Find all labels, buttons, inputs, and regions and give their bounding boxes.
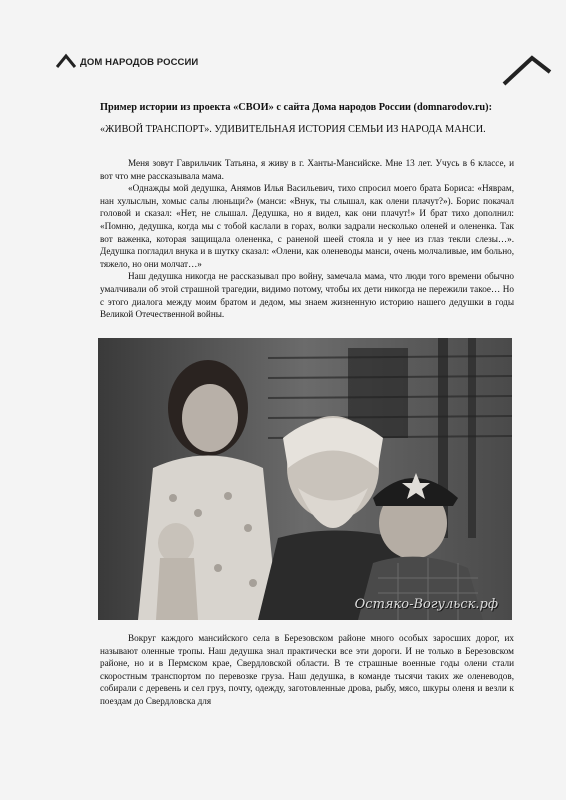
paragraph: Наш дедушка никогда не рассказывал про войну, замечала мама, что люди того времени обычно умалчивали об этой страшной трагедии, видимо потому, чтобы их дети никогда не пережили такое… Но с этого диалога между моим братом и дедом, мы знаем жизненную историю нашего дедушки в годы Великой Отечественной войны. [100,271,514,320]
story-title: «ЖИВОЙ ТРАНСПОРТ». УДИВИТЕЛЬНАЯ ИСТОРИЯ СЕМЬИ ИЗ НАРОДА МАНСИ. [100,124,486,135]
story-text-bottom [100,632,514,708]
logo-text: ДОМ НАРОДОВ РОССИИ [80,57,199,68]
paragraph: «Однажды мой дедушка, Анямов Илья Васильевич, тихо спросил моего брата Бориса: «Няврам, нан хулыслын, хомыс салы люньщи?» (манси: «Внук, ты слышал, как олени плачут?»). Борис покачал головой и сказал: «Нет, не слышал. Дедушка, но я видел, как они плачут!» И брат тихо дополнил: «Помню, дедушка, когда мы с тобой каслали в горах, волки задрали несколько оленей и олененка. Так вот важенка, которая защищала олененка, с раненой шеей стояла и у нее из глаз текли слезы…». Дедушка погладил внука и в шутку сказал: «Олени, как оленеводы манси, очень молчаливые, им больно, тяжело, но они молчат…» [100,183,514,269]
paragraph: Меня зовут Гаврильчик Татьяна, я живу в г. Ханты-Мансийске. Мне 13 лет. Учусь в 6 классе, и вот что мне рассказывала мама. [100,158,514,181]
logo [56,52,198,68]
house-roof-icon [56,52,76,68]
document-source-title: Пример истории из проекта «СВОИ» с сайта Дома народов России (domnarodov.ru): [100,102,493,113]
corner-arrow-icon [502,50,552,88]
photo-illustration [98,338,512,620]
paragraph: Вокруг каждого мансийского села в Березовском районе много особых заросших дорог, их называют оленные тропы. Наш дедушка знал практически все эти дороги. И не только в Березовском районе, но и в Пермском крае, Свердловской области. В те страшные военные годы олени стали скоростным транспортом по перевозке груза. Наш дедушка, в команде тысячи таких же оленеводов, собирали с деревень и сел груз, почту, одежду, заготовленные дрова, рыбу, мясо, шкуры оленя и везли к поездам до Свердловска для [100,633,514,706]
story-text-top [100,157,514,321]
family-photo [98,338,512,620]
photo-watermark: Остяко-Вогульск.рф [354,597,498,612]
